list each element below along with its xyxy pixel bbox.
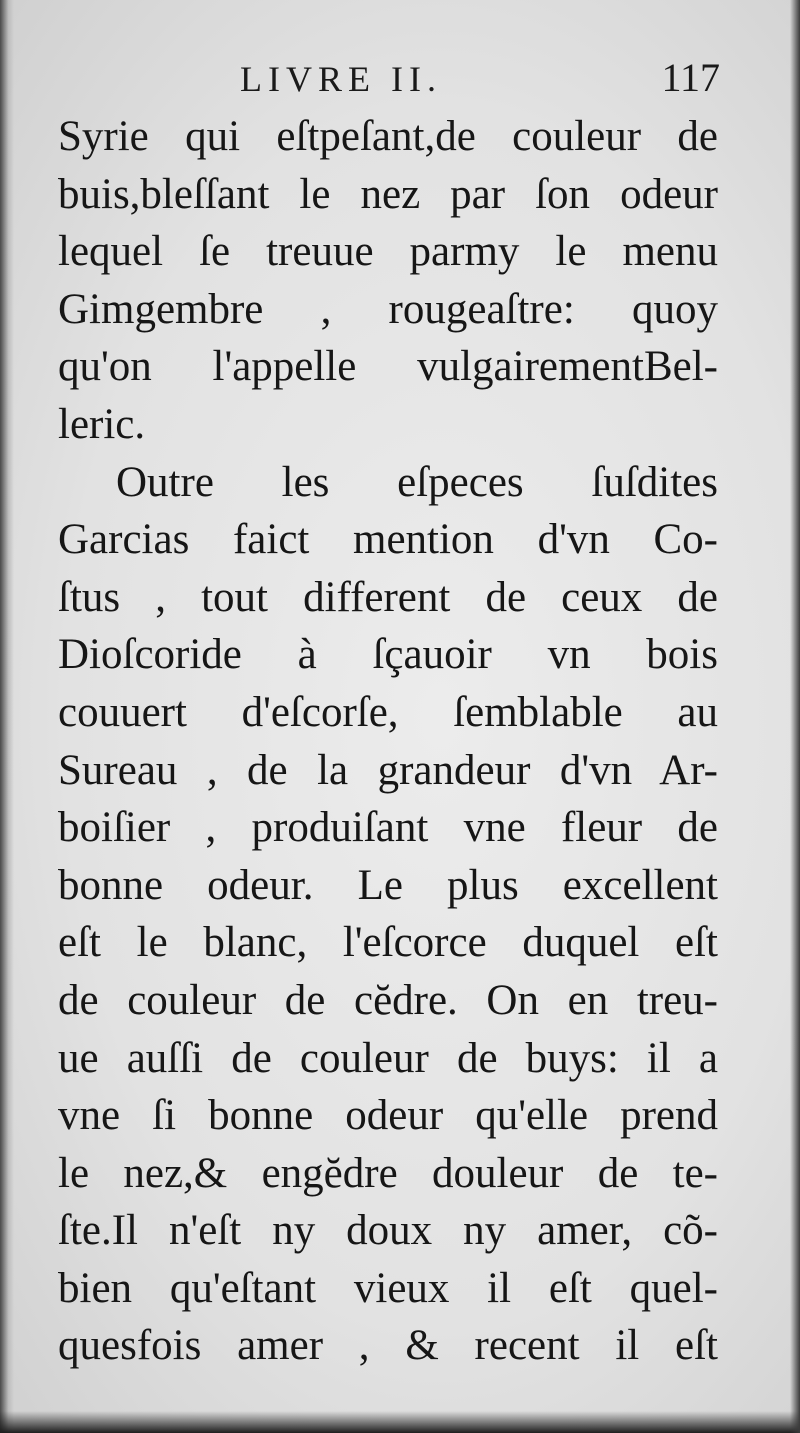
text-line: Garcias faict mention d'vn Co- [58, 516, 718, 564]
text-line: Sureau , de la grandeur d'vn Ar- [58, 746, 718, 794]
text-line: le nez,& engĕdre douleur de te- [58, 1149, 718, 1197]
text-line: couuert d'eſcorſe, ſemblable au [58, 688, 718, 736]
page-number: 117 [661, 55, 720, 100]
text-line: boiſier , produiſant vne fleur de [58, 804, 718, 852]
text-line: bien qu'eſtant vieux il eſt quel- [58, 1264, 718, 1312]
text-line: leric. [58, 400, 146, 448]
text-line: de couleur de cĕdre. On en treu- [58, 976, 718, 1024]
body-text [58, 108, 718, 1375]
text-line: Dioſcoride à ſçauoir vn bois [58, 631, 718, 679]
text-line: eſt le blanc, l'eſcorce duquel eſt [58, 919, 718, 967]
text-line: bonne odeur. Le plus excellent [58, 861, 718, 909]
text-line: Gimgembre , rougeaſtre: quoy [58, 285, 718, 333]
text-line: vne ſi bonne odeur qu'elle prend [58, 1092, 718, 1140]
text-line: qu'on l'appelle vulgairementBel- [58, 343, 718, 391]
text-line: ſte.Il n'eſt ny doux ny amer, cõ- [58, 1207, 718, 1255]
text-line: lequel ſe treuue parmy le menu [58, 228, 718, 276]
text-line: Syrie qui eſtpeſant,de couleur de [58, 113, 718, 160]
paragraph-start-line: Outre les eſpeces ſuſdites [116, 458, 718, 506]
page-header [60, 52, 720, 102]
running-head: LIVRE II. [240, 59, 442, 99]
text-line: buis,bleſſant le nez par ſon odeur [58, 170, 718, 218]
text-line: ue auſſi de couleur de buys: il a [58, 1034, 718, 1082]
text-line: quesfois amer , & recent il eſt [58, 1322, 718, 1370]
page-bottom-edge [0, 1411, 800, 1433]
text-line: ſtus , tout different de ceux de [58, 573, 718, 621]
